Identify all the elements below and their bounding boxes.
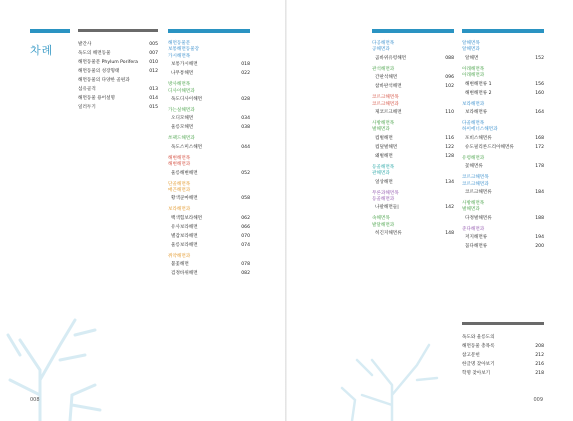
toc-entry-label: 꼽다해면류 xyxy=(465,244,488,250)
toc-entry-page: 116 xyxy=(445,135,454,141)
toc-section-heading xyxy=(372,121,454,134)
toc-entry-label: 왜벌해면 xyxy=(375,153,393,159)
toc-entry-label: 별갑보라해면 xyxy=(171,233,198,239)
toc-entry[interactable] xyxy=(462,360,544,369)
toc-entry-page: 066 xyxy=(241,224,250,230)
toc-entry[interactable] xyxy=(78,49,158,58)
toc-entry-page: 028 xyxy=(241,97,250,103)
toc-entry-page: 005 xyxy=(149,42,158,47)
section-heading-line: 보라해면과 xyxy=(462,101,485,107)
toc-entry-label: 해면동물 용어설명 xyxy=(78,96,115,101)
column-rule xyxy=(168,29,250,33)
toc-entry-page: 160 xyxy=(535,90,544,96)
section-heading-line: 등골해면목 xyxy=(372,164,395,170)
section-heading-line: 가시해면목 xyxy=(168,53,191,59)
toc-entry-label: 제코르크해면 xyxy=(375,110,402,116)
toc-entry[interactable] xyxy=(462,188,544,197)
toc-entry-page: 148 xyxy=(445,231,454,237)
toc-entry[interactable] xyxy=(372,203,454,212)
right-page xyxy=(287,0,573,421)
toc-entry[interactable] xyxy=(168,269,250,278)
toc-section-heading xyxy=(372,191,454,204)
column-rule xyxy=(462,322,544,325)
section-heading-line: 사방해면목 xyxy=(462,201,485,207)
toc-entry-page: 062 xyxy=(241,215,250,221)
toc-entry-page: 096 xyxy=(445,75,454,81)
toc-entry[interactable] xyxy=(372,108,454,117)
toc-entry-page: 070 xyxy=(241,233,250,239)
section-heading-line: 아래해면목 xyxy=(462,66,485,72)
section-heading-line: 코르크해면과 xyxy=(372,101,399,107)
toc-section-heading xyxy=(168,156,250,169)
toc-entry-page: 178 xyxy=(535,164,544,170)
toc-entry-page: 142 xyxy=(445,205,454,211)
toc-entry-page: 172 xyxy=(535,144,544,150)
toc-entry-label: 울릉해변해면 xyxy=(171,170,198,176)
toc-entry[interactable] xyxy=(372,229,454,238)
toc-entry-label: 해면동물의 다양한 골편과 xyxy=(78,78,130,83)
section-heading-line: 쥐약해면과 xyxy=(168,253,191,259)
toc-column-species-3 xyxy=(462,29,544,251)
toc-entry-label: 참바판석해면 xyxy=(375,84,402,90)
toc-entry[interactable] xyxy=(168,241,250,250)
toc-entry-label: 백색힘보라해면 xyxy=(171,215,203,221)
toc-entry[interactable] xyxy=(372,178,454,187)
toc-entry[interactable] xyxy=(168,143,250,152)
toc-entry-page: 078 xyxy=(241,262,250,268)
toc-entry[interactable] xyxy=(462,162,544,171)
toc-entry-label: 보통가시해면 xyxy=(171,62,198,68)
toc-entry[interactable] xyxy=(372,54,454,63)
toc-entry-label: 참고문헌 xyxy=(462,353,480,358)
toc-entry-label: 황색쿤마해면 xyxy=(171,196,198,202)
page-number: 008 xyxy=(30,397,40,403)
toc-entry-label: 컵덮벌해면 xyxy=(375,144,398,150)
toc-entry[interactable] xyxy=(78,40,158,49)
toc-entry-page: 168 xyxy=(535,135,544,141)
section-heading-line: 코르크해면목 xyxy=(372,95,399,101)
toc-entry-page: 074 xyxy=(241,242,250,248)
toc-entry[interactable] xyxy=(462,351,544,360)
toc-entry-page: 015 xyxy=(149,105,158,110)
toc-entry-label: 꽃해면류 xyxy=(465,164,483,170)
toc-entry[interactable] xyxy=(78,85,158,94)
toc-entry-label: 슈도필리론드리아해면류 xyxy=(465,144,514,150)
toc-entry-page: 164 xyxy=(535,110,544,116)
toc-entry-label: 섬유골격 xyxy=(78,87,96,92)
toc-entry-label: 독도스미스해면 xyxy=(171,144,203,150)
column-rule xyxy=(372,29,454,33)
toc-entry[interactable] xyxy=(462,143,544,152)
toc-entry[interactable] xyxy=(372,82,454,91)
toc-entry-page: 018 xyxy=(241,62,250,68)
toc-entry[interactable] xyxy=(168,194,250,203)
toc-section-heading xyxy=(462,121,544,134)
section-heading-line: 벌해면과 xyxy=(462,207,480,213)
toc-entry-page: 152 xyxy=(535,55,544,61)
toc-entry-page: 058 xyxy=(241,196,250,202)
toc-entry-label: 보라해면류 xyxy=(465,110,488,116)
section-heading-line: 매끈해면과 xyxy=(168,188,191,194)
toc-entry-label: 해면동물 총목록 xyxy=(462,344,495,349)
toc-entry[interactable] xyxy=(168,114,250,123)
toc-section-heading xyxy=(462,41,544,54)
toc-section-heading xyxy=(372,165,454,178)
toc-entry[interactable] xyxy=(462,80,544,89)
section-heading-line: 다골해면목 xyxy=(462,121,485,127)
toc-entry[interactable] xyxy=(372,73,454,82)
toc-entry-label: 일러두기 xyxy=(78,105,96,110)
toc-entry-label: 얼상해면 xyxy=(375,179,393,185)
toc-entry-label: 알해면 xyxy=(465,55,479,61)
toc-entry[interactable] xyxy=(462,342,544,351)
toc-entry-page: 212 xyxy=(535,353,544,358)
toc-entry-label: 독도디사이해면 xyxy=(171,97,203,103)
toc-entry-page: 013 xyxy=(149,87,158,92)
section-heading-line: 속해면목 xyxy=(372,216,390,222)
section-heading-line: 관해면과 xyxy=(372,171,390,177)
toc-entry[interactable] xyxy=(372,143,454,152)
section-heading-line: 보라해면과 xyxy=(168,207,191,213)
toc-entry-page: 184 xyxy=(535,190,544,196)
toc-entry-page: 134 xyxy=(445,179,454,185)
toc-entry[interactable] xyxy=(462,369,544,378)
toc-entry-page: 034 xyxy=(241,116,250,122)
toc-entry[interactable] xyxy=(78,67,158,76)
toc-entry-page: 156 xyxy=(535,81,544,87)
toc-entry-label: 울릉모해면 xyxy=(171,125,194,131)
section-heading-line: 알해면과 xyxy=(462,47,480,53)
toc-entry-label: 나무통해면 xyxy=(171,71,194,77)
toc-entry-page: 088 xyxy=(445,55,454,61)
toc-section-heading xyxy=(462,201,544,214)
toc-entry-page: 110 xyxy=(445,110,454,116)
toc-section-heading xyxy=(372,41,454,54)
toc-column-appendix xyxy=(462,322,544,378)
toc-entry[interactable] xyxy=(168,169,250,178)
toc-entry-label: 히긴지해면류 xyxy=(375,231,402,237)
section-heading-line: 해변해면목 xyxy=(168,155,191,161)
toc-section-heading xyxy=(168,82,250,95)
toc-entry[interactable] xyxy=(462,108,544,117)
section-heading-line: 관석해면과 xyxy=(372,66,395,72)
toc-entry[interactable] xyxy=(462,54,544,63)
toc-entry[interactable] xyxy=(462,233,544,242)
toc-entry[interactable] xyxy=(168,95,250,104)
left-page xyxy=(0,0,286,421)
toc-section-heading xyxy=(462,175,544,188)
section-heading-line: 등골해면과 xyxy=(372,197,395,203)
toc-entry[interactable] xyxy=(372,134,454,143)
toc-entry-page: 128 xyxy=(445,153,454,159)
toc-entry-label: 발간사 xyxy=(78,42,92,47)
section-heading-line: 다공해면목 xyxy=(372,41,395,46)
toc-entry-page: 216 xyxy=(535,362,544,367)
toc-entry[interactable] xyxy=(168,232,250,241)
toc-entry[interactable] xyxy=(168,214,250,223)
toc-entry-label: 포비스해면류 xyxy=(465,135,492,141)
toc-entry[interactable] xyxy=(372,152,454,161)
toc-entry-page: 208 xyxy=(535,344,544,349)
toc-entry-label: 한글명 찾아보기 xyxy=(462,362,495,367)
section-heading-line: 아래해면과 xyxy=(462,73,485,79)
toc-entry-label: 독도와 울릉도의 xyxy=(462,335,495,340)
section-heading-line: 발달해면과 xyxy=(372,222,395,228)
toc-column-intro xyxy=(78,29,158,112)
toc-section-heading xyxy=(168,41,250,60)
title-bar xyxy=(30,29,70,33)
section-heading-line: 보통해면동물강 xyxy=(168,47,200,53)
toc-entry[interactable] xyxy=(462,134,544,143)
column-rule xyxy=(78,29,158,32)
toc-entry-page: 188 xyxy=(535,215,544,221)
toc-entry-page: 194 xyxy=(535,235,544,241)
section-heading-line: 쏘팩드해면과 xyxy=(168,136,195,142)
toc-entry-label: 곰바위유령해면 xyxy=(375,55,407,61)
toc-entry[interactable] xyxy=(462,242,544,251)
toc-entry-page: 012 xyxy=(149,69,158,74)
toc-entry-label: 해면동물문 Phylum Porifera xyxy=(78,60,138,65)
section-heading-line: 준다해면과 xyxy=(462,226,485,232)
section-heading-line: 디사이해면과 xyxy=(168,88,195,94)
section-heading-line: 가는실해면과 xyxy=(168,108,195,114)
toc-entry-page: 102 xyxy=(445,84,454,90)
toc-section-heading xyxy=(372,95,454,108)
toc-entry[interactable] xyxy=(78,103,158,112)
toc-entry-label: 유사보라해면 xyxy=(171,224,198,230)
toc-column-species-1 xyxy=(168,29,250,278)
toc-entry-page: 022 xyxy=(241,71,250,77)
toc-entry-page: 014 xyxy=(149,96,158,101)
toc-section-heading xyxy=(168,182,250,195)
toc-entry[interactable] xyxy=(78,58,158,67)
section-heading-line: 사방해면목 xyxy=(372,121,395,127)
page-number: 009 xyxy=(533,397,543,403)
toc-entry-label: 저지해면류 xyxy=(465,235,488,241)
toc-entry[interactable] xyxy=(462,214,544,223)
toc-entry-label: 해면동물의 성장형태 xyxy=(78,69,120,74)
toc-column-species-2 xyxy=(372,29,454,238)
column-rule xyxy=(462,29,544,33)
toc-entry-label: 검정바위해면 xyxy=(171,271,198,277)
toc-entry[interactable] xyxy=(78,76,158,85)
section-heading-line: 알해면목 xyxy=(462,41,480,46)
toc-entry-label: 독도의 해면동물 xyxy=(78,51,111,56)
toc-entry-page: 010 xyxy=(149,60,158,65)
toc-entry-page: 082 xyxy=(241,271,250,277)
toc-entry-label: 컵벌해면 xyxy=(375,135,393,141)
toc-entry[interactable] xyxy=(168,260,250,269)
toc-entry-page: 007 xyxy=(149,51,158,56)
toc-entry-page: 038 xyxy=(241,125,250,131)
section-heading-line: 방사해면목 xyxy=(168,82,191,88)
toc-entry-page: 122 xyxy=(445,144,454,150)
toc-entry-label: 학명 찾아보기 xyxy=(462,371,491,376)
section-heading-line: 유령해면과 xyxy=(462,155,485,161)
toc-entry-label: 간판석해면 xyxy=(375,75,398,81)
toc-entry-label: 오디모해면 xyxy=(171,116,194,122)
toc-entry-page: 044 xyxy=(241,144,250,150)
toc-entry-label: 해변해면류 2 xyxy=(465,90,492,96)
section-heading-line: 벌해면과 xyxy=(372,127,390,133)
toc-entry-label: 불꽃해면 xyxy=(171,262,189,268)
toc-entry-page: 200 xyxy=(535,244,544,250)
toc-section-heading xyxy=(372,216,454,229)
toc-entry-label: 나팔해면들| xyxy=(375,205,399,211)
section-heading-line: 해변해면과 xyxy=(168,162,191,168)
section-heading-line: 코르크해면과 xyxy=(462,181,489,187)
toc-entry-label: 다정벌해면류 xyxy=(465,215,492,221)
toc-entry[interactable] xyxy=(78,94,158,103)
toc-entry[interactable] xyxy=(168,223,250,232)
toc-entry-page: 218 xyxy=(535,371,544,376)
toc-entry[interactable] xyxy=(168,123,250,132)
toc-entry[interactable] xyxy=(462,89,544,98)
page-title: 차례 xyxy=(30,44,54,57)
toc-entry-label: 코르크해면류 xyxy=(465,190,492,196)
toc-entry[interactable] xyxy=(168,69,250,78)
section-heading-line: 해면동물문 xyxy=(168,41,191,46)
section-heading-line: 단골해면목 xyxy=(168,181,191,187)
toc-entry-label: 해변해면류 1 xyxy=(465,81,492,87)
toc-section-heading xyxy=(462,67,544,80)
section-heading-line: 하이에너스해면과 xyxy=(462,127,498,133)
coral-illustration xyxy=(0,300,110,421)
toc-entry[interactable] xyxy=(462,333,544,342)
section-heading-line: 공해면과 xyxy=(372,47,390,53)
toc-entry-label: 울릉보라해면 xyxy=(171,242,198,248)
toc-entry[interactable] xyxy=(168,60,250,69)
section-heading-line: 무른과해면목 xyxy=(372,190,399,196)
toc-entry-page: 052 xyxy=(241,170,250,176)
coral-illustration xyxy=(337,330,447,421)
section-heading-line: 코르크해면목 xyxy=(462,175,489,181)
